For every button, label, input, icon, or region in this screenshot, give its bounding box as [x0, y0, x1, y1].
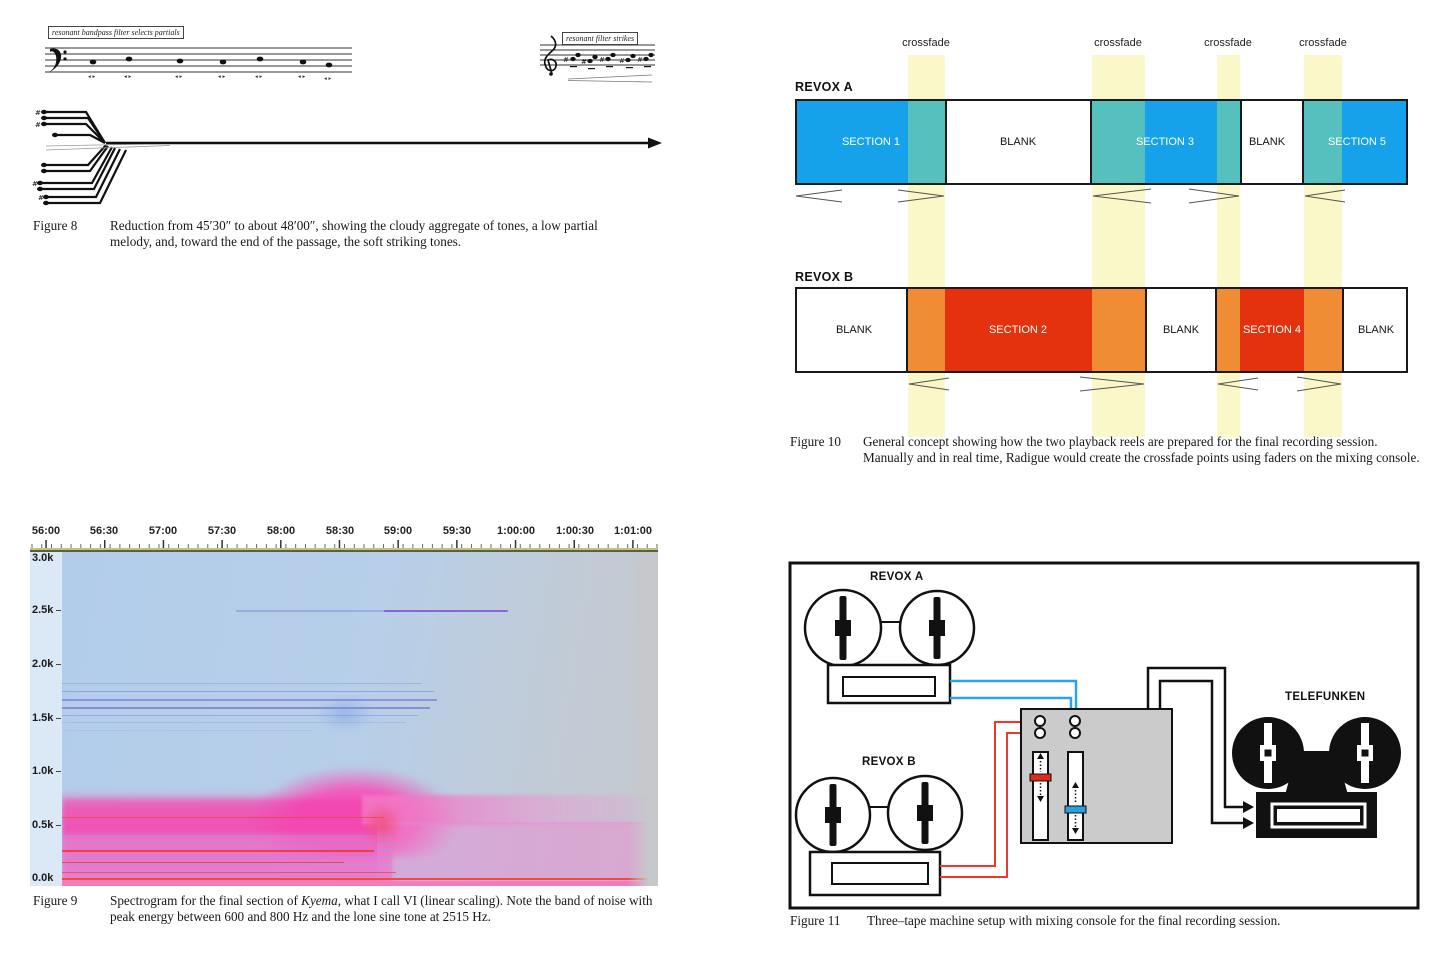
- svg-text:#: #: [32, 180, 38, 188]
- svg-text:◂ ▸: ◂ ▸: [88, 74, 96, 80]
- figure-8: [30, 22, 662, 278]
- time-tick: 58:30: [325, 525, 355, 537]
- tape-segment: [1092, 289, 1145, 371]
- segment-label: SECTION 1: [841, 136, 901, 148]
- figure-11: [785, 555, 1445, 963]
- svg-text:◂ ▸: ◂ ▸: [175, 74, 183, 80]
- bass-clef-icon: [48, 49, 67, 73]
- figure8-caption: Reduction from 45′30″ to about 48′00″, showing the cloudy aggregate of tones, a low partial melody, and, toward the end of the passage, the soft striking tones.: [110, 218, 598, 249]
- fade-hairpin: [1079, 376, 1145, 392]
- fade-hairpin: [1188, 188, 1240, 204]
- black-arrow: [1243, 817, 1254, 829]
- sine-tone-line-faint: [236, 610, 391, 612]
- fade-hairpin: [1304, 188, 1346, 204]
- segment-label: BLANK: [1357, 324, 1395, 336]
- red-partial: [62, 862, 344, 864]
- tape-segment: [908, 101, 945, 183]
- crossfade-label: crossfade: [1094, 37, 1142, 49]
- time-tick: 1:00:30: [556, 525, 594, 537]
- aggregate-fan: [40, 112, 126, 203]
- svg-text:#: #: [35, 121, 41, 129]
- noise-band-right: [362, 795, 658, 825]
- time-tick: 57:00: [148, 525, 178, 537]
- freq-dash: [56, 771, 61, 773]
- freq-tick: 2.5k: [32, 603, 54, 616]
- mixing-console: [1021, 709, 1172, 843]
- time-tick: 59:00: [383, 525, 413, 537]
- freq-tick: 0.0k: [32, 871, 54, 884]
- fade-hairpin: [1217, 376, 1259, 392]
- faint-blob: [317, 697, 373, 731]
- svg-text:#: #: [581, 58, 587, 66]
- crossfade-label: crossfade: [1299, 37, 1347, 49]
- svg-text:◂ ▸: ◂ ▸: [255, 74, 263, 80]
- tape-segment: [1304, 289, 1342, 371]
- annotation-bandpass: resonant bandpass filter selects partials: [48, 26, 184, 39]
- partial-line: [62, 730, 312, 731]
- crossfade-label: crossfade: [1204, 37, 1252, 49]
- svg-text:◂ ▸: ◂ ▸: [218, 74, 226, 80]
- fade-hairpin: [795, 188, 843, 204]
- revox-b-label: REVOX B: [795, 270, 854, 284]
- frequency-axis: [30, 552, 62, 886]
- freq-dash: [56, 610, 61, 612]
- red-partial: [62, 850, 374, 852]
- segment-label: BLANK: [999, 136, 1037, 148]
- segment-label: BLANK: [835, 324, 873, 336]
- tape-setup-diagram: [785, 555, 1430, 915]
- freq-tick: 1.5k: [32, 711, 54, 724]
- crossfade-label: crossfade: [902, 37, 950, 49]
- sine-tone-line: [384, 610, 508, 613]
- ruler-ticks: [30, 540, 658, 548]
- revox-a-machine: [805, 590, 974, 703]
- figure10-label: Figure 10: [790, 434, 841, 449]
- fade-hairpin: [1296, 376, 1342, 392]
- svg-text:#: #: [38, 194, 44, 202]
- fader-b: [1065, 752, 1086, 840]
- music-notation-graphic: [30, 22, 662, 214]
- partial-line: [62, 707, 430, 709]
- partial-line: [62, 683, 422, 684]
- segment-label: SECTION 2: [988, 324, 1048, 336]
- svg-text:#: #: [637, 56, 643, 64]
- segment-label: BLANK: [1162, 324, 1200, 336]
- partial-line: [62, 691, 434, 693]
- figure10-caption: General concept showing how the two playback reels are prepared for the final recording session. Manually and in real time, Radigue would create the crossfade points using faders on the mixing console.: [863, 434, 1420, 465]
- input-jack: [1070, 728, 1080, 738]
- tape-segment: [1217, 289, 1240, 371]
- red-partial: [62, 872, 396, 873]
- spectrogram-body: [62, 552, 658, 886]
- tape-segment: [908, 289, 945, 371]
- figure11-caption: Three–tape machine setup with mixing console for the final recording session.: [867, 913, 1281, 928]
- time-tick: 59:30: [442, 525, 472, 537]
- red-partial: [62, 817, 384, 819]
- hot-spot: [360, 802, 404, 846]
- figure8-label: Figure 8: [33, 218, 78, 233]
- svg-text:#: #: [599, 56, 605, 64]
- revox-a-tape-bar: [795, 99, 1408, 185]
- segment-label: SECTION 4: [1242, 324, 1302, 336]
- segment-label: SECTION 3: [1135, 136, 1195, 148]
- time-tick: 1:00:00: [497, 525, 535, 537]
- fade-hairpin: [1092, 188, 1152, 204]
- revox-b-tape-bar: [795, 287, 1408, 373]
- time-tick: 58:00: [266, 525, 296, 537]
- black-arrow: [1243, 801, 1254, 813]
- segment-label: BLANK: [1248, 136, 1286, 148]
- crescendo-wedge-right: [568, 75, 652, 82]
- freq-tick: 0.5k: [32, 818, 54, 831]
- input-jack: [1035, 716, 1045, 726]
- svg-text:◂ ▸: ◂ ▸: [324, 76, 332, 82]
- figure11-label: Figure 11: [790, 913, 841, 928]
- treble-clef-icon: [545, 36, 556, 76]
- svg-text:◂ ▸: ◂ ▸: [298, 74, 306, 80]
- time-tick: 56:30: [89, 525, 119, 537]
- fader-a: [1030, 752, 1051, 840]
- telefunken-machine-label: TELEFUNKEN: [1285, 691, 1366, 703]
- bass-staff: [45, 48, 352, 72]
- svg-text:#: #: [619, 57, 625, 65]
- time-tick: 1:01:00: [614, 525, 652, 537]
- time-arrow: [106, 138, 662, 149]
- bottom-pink: [62, 881, 658, 886]
- freq-tick: 3.0k: [32, 551, 54, 564]
- partial-line: [62, 699, 437, 701]
- freq-tick: 1.0k: [32, 764, 54, 777]
- time-tick: 56:00: [31, 525, 61, 537]
- figure-10: [785, 30, 1445, 500]
- revox-a-machine-label: REVOX A: [870, 571, 924, 583]
- freq-tick: 2.0k: [32, 657, 54, 670]
- articulation-marks: [88, 74, 332, 82]
- input-jack: [1035, 728, 1045, 738]
- freq-dash: [56, 718, 61, 720]
- revox-a-label: REVOX A: [795, 80, 853, 94]
- segment-label: SECTION 5: [1327, 136, 1387, 148]
- lower-right-wash: [377, 822, 658, 886]
- input-jack: [1070, 716, 1080, 726]
- figure9-caption: Spectrogram for the final section of Kyema, what I call VI (linear scaling). Note the band of noise with peak energy between 600 and 800 Hz and the lone sine tone at 2515 Hz.: [110, 893, 653, 924]
- revox-b-machine-label: REVOX B: [862, 756, 916, 768]
- freq-dash: [56, 664, 61, 666]
- right-gray-fade: [628, 552, 658, 886]
- svg-text:#: #: [563, 56, 569, 64]
- time-tick: 57:30: [207, 525, 237, 537]
- freq-dash: [56, 825, 61, 827]
- fade-hairpin: [897, 188, 945, 204]
- figure9-label: Figure 9: [33, 893, 78, 908]
- svg-text:◂ ▸: ◂ ▸: [124, 74, 132, 80]
- annotation-strikes: resonant filter strikes: [562, 32, 638, 45]
- telefunken-machine: [1232, 717, 1401, 838]
- tape-segment: [1217, 101, 1240, 183]
- figure-9: [30, 525, 658, 957]
- noise-band-hot: [62, 799, 367, 833]
- fade-hairpin: [908, 376, 950, 392]
- revox-b-machine: [796, 776, 962, 895]
- svg-text:#: #: [35, 109, 41, 117]
